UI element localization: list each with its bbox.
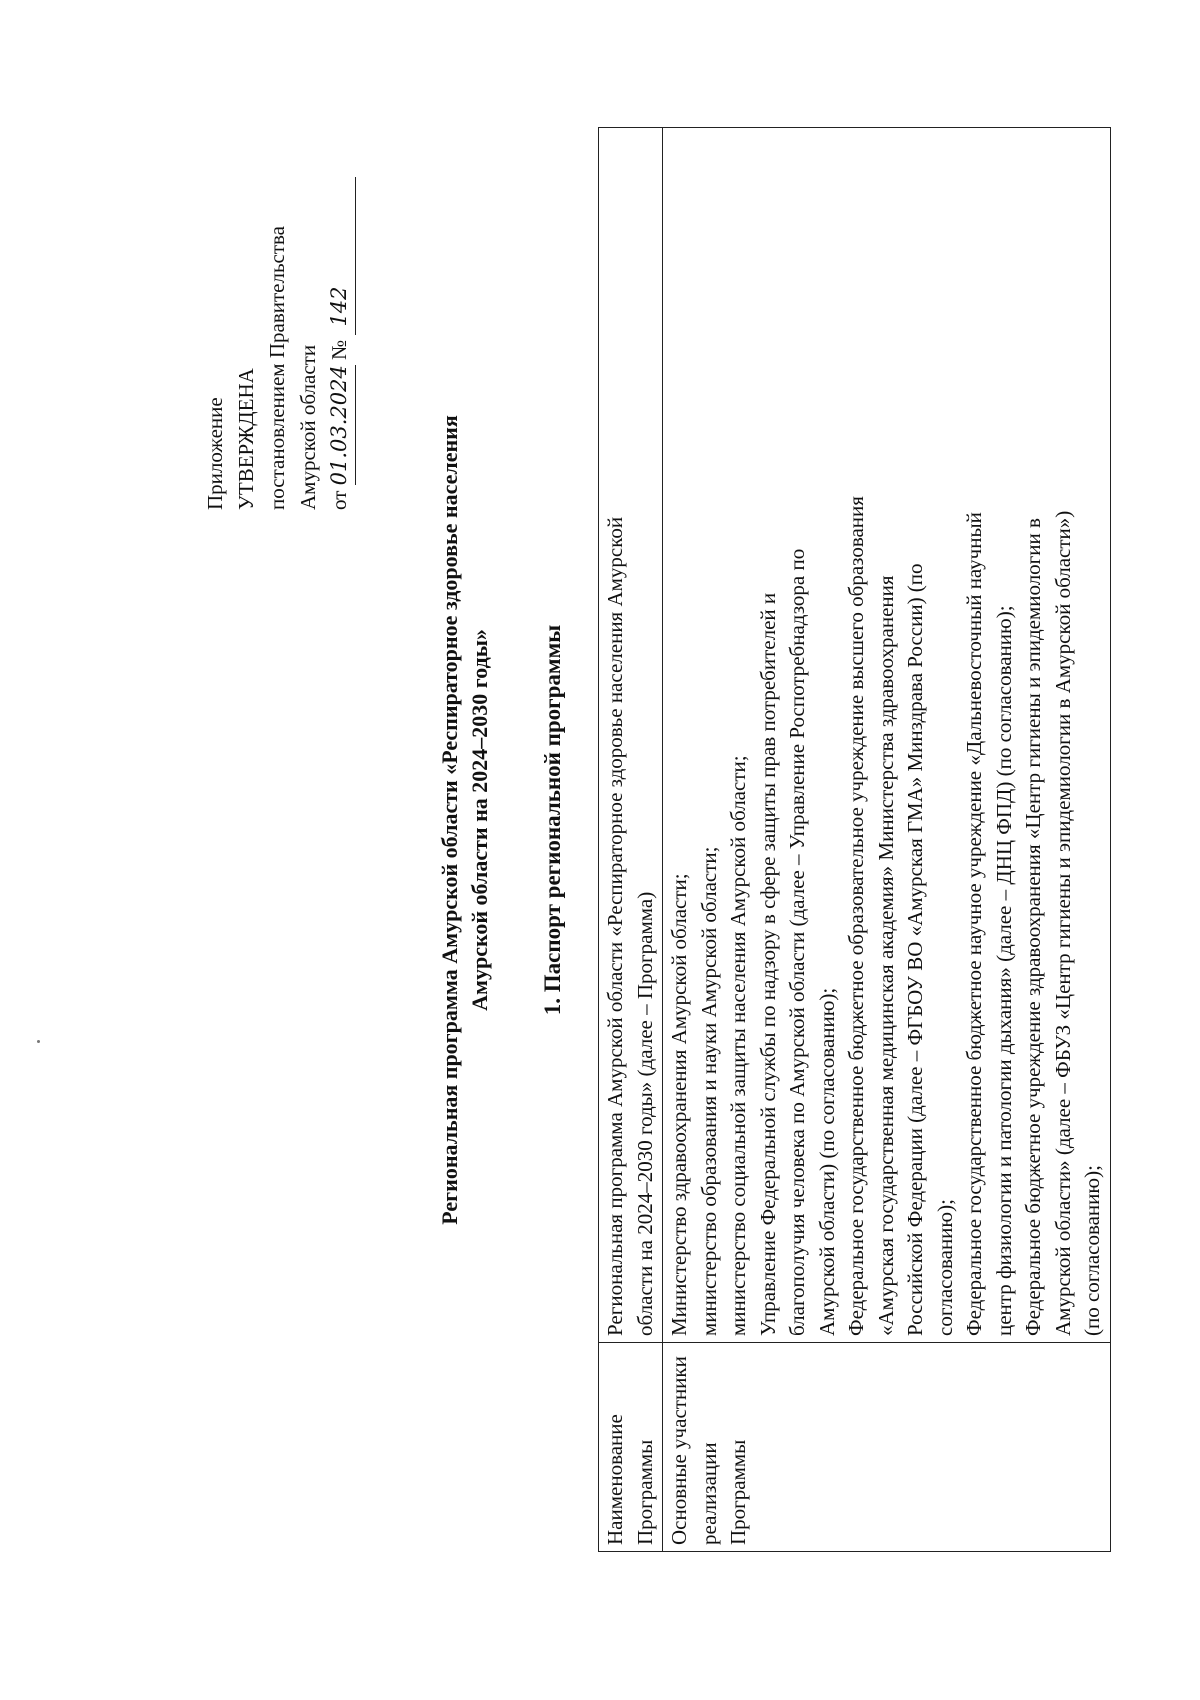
content-line: благополучия человека по Амурской области (далее – Управление Роспотребнадзора по: [785, 548, 809, 1336]
content-line: «Амурская государственная медицинская академия» Министерства здравоохранения: [873, 575, 898, 1336]
table-row: [663, 128, 1111, 1552]
content-line: Федеральное государственное бюджетное образовательное учреждение высшего образования: [844, 496, 868, 1336]
rotated-page: [50, 70, 1150, 1630]
content-line: Амурской области) (по согласованию);: [814, 987, 839, 1336]
date-prefix: от: [327, 490, 351, 510]
content-line: Управление Федеральной службы по надзору в сфере защиты прав потребителей и: [755, 592, 780, 1336]
content-line: министерство социальной защиты населения Амурской области;: [726, 755, 750, 1336]
content-line: (по согласованию);: [1080, 1165, 1104, 1336]
decree-label: постановлением Правительства: [265, 225, 289, 510]
passport-table: [598, 127, 1111, 1552]
content-line: Министерство здравоохранения Амурской области;: [667, 873, 691, 1336]
approval-stamp-block: [200, 130, 356, 510]
region-label: Амурской области: [296, 344, 320, 510]
title-line-2: Амурской области на 2024–2030 годы»: [467, 629, 492, 1011]
row-content: [663, 128, 1111, 1343]
content-line: центр физиологии и патологии дыхания» (далее – ДНЦ ФПД) (по согласованию);: [991, 605, 1016, 1336]
content-line: области на 2024–2030 годы» (далее – Программа): [632, 891, 657, 1336]
document-title: [435, 150, 495, 1490]
approved-label: УТВЕРЖДЕНА: [234, 368, 258, 510]
number-prefix: №: [327, 339, 351, 360]
date-number-line: [324, 130, 356, 510]
content-line: Российской Федерации (далее – ФГБОУ ВО «Амурская ГМА» Минздрава России) (по: [903, 563, 927, 1336]
content-line: министерство образования и науки Амурской области;: [696, 846, 721, 1336]
row-content: [599, 128, 663, 1343]
handwritten-date: 01.03.2024: [324, 365, 356, 485]
scan-speck: [37, 1040, 40, 1043]
content-line: Региональная программа Амурской области «Респираторное здоровье населения Амурской: [603, 516, 627, 1336]
row-label: Наименование Программы: [599, 1343, 663, 1552]
content-line: согласованию);: [932, 1199, 957, 1336]
appendix-label: Приложение: [203, 397, 227, 510]
section-title: 1. Паспорт региональной программы: [540, 624, 565, 1016]
title-line-1: Региональная программа Амурской области «Респираторное здоровье населения: [437, 415, 462, 1225]
content-line: Федеральное государственное бюджетное научное учреждение «Дальневосточный научный: [962, 512, 986, 1336]
table-row: [599, 128, 663, 1552]
content-line: Амурской области» (далее – ФБУЗ «Центр гигиены и эпидемиологии в Амурской области»): [1050, 510, 1075, 1336]
row-label: Основные участники реализации Программы: [663, 1343, 1111, 1552]
content-line: Федеральное бюджетное учреждение здравоохранения «Центр гигиены и эпидемиологии в: [1021, 518, 1045, 1336]
handwritten-number: 142: [324, 177, 356, 335]
